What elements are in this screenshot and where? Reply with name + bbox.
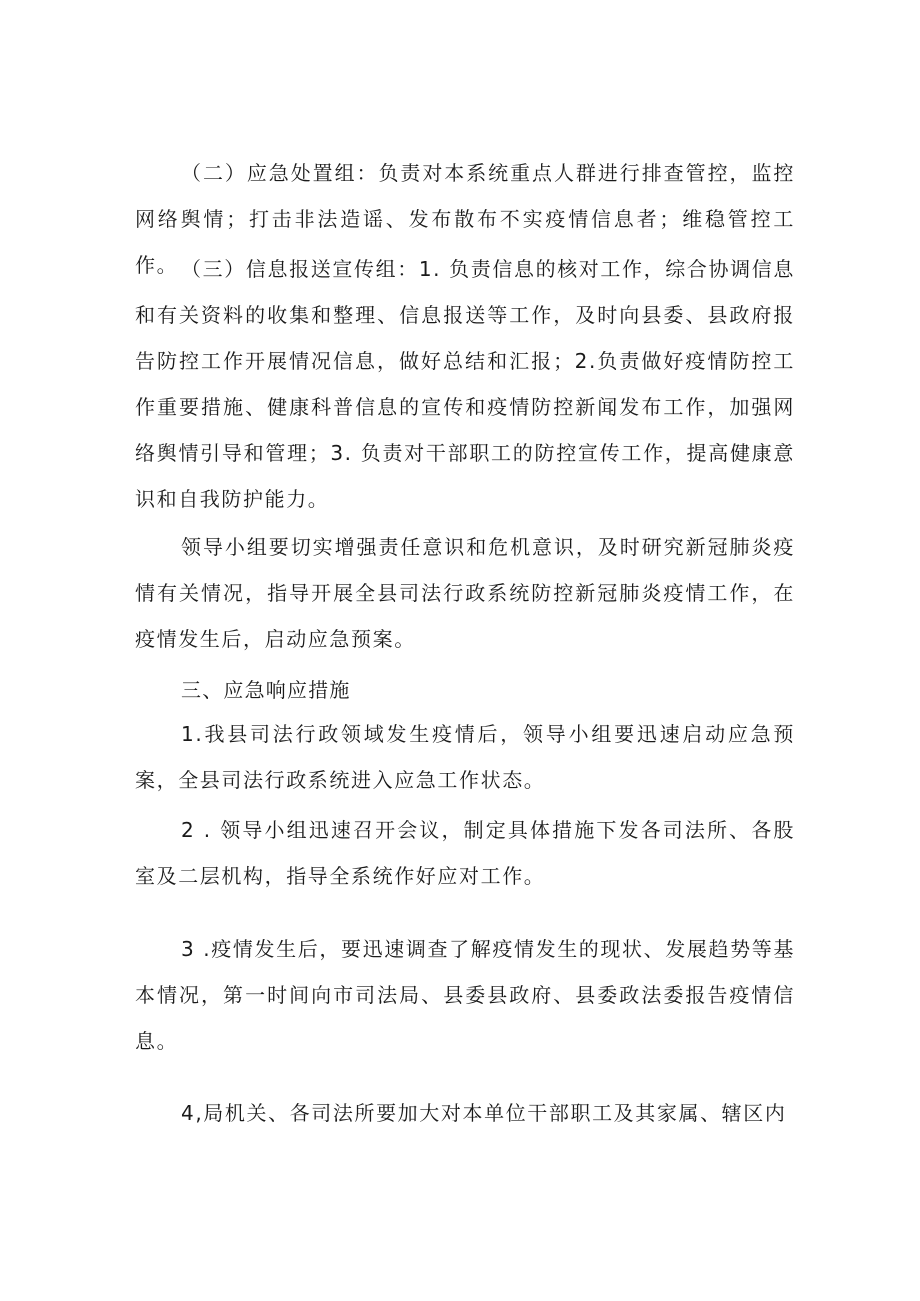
paragraph-information-publicity-group: （三）信息报送宣传组：1. 负责信息的核对工作，综合协调信息和有关资料的收集和整理、信息报送等工作，及时向县委、县政府报告防控工作开展情况信息，做好总结和汇报；2.负责做好疫情防控工作重要措施、健康科普信息的宣传和疫情防控新闻发布工作，加强网络舆情引导和管理；3. 负责对干部职工的防控宣传工作，提高健康意识和自我防护能力。 bbox=[135, 257, 795, 511]
measure-item-3: 3 .疫情发生后，要迅速调查了解疫情发生的现状、发展趋势等基本情况，第一时间向市司法局、县委县政府、县委政法委报告疫情信息。 bbox=[135, 937, 795, 1053]
section-heading-emergency-measures: 三、应急响应措施 bbox=[181, 678, 351, 702]
paragraph-leadership-group-duty: 领导小组要切实增强责任意识和危机意识，及时研究新冠肺炎疫情有关情况，指导开展全县司法行政系统防控新冠肺炎疫情工作，在疫情发生后，启动应急预案。 bbox=[135, 535, 795, 651]
measure-item-4: 4,局机关、各司法所要加大对本单位干部职工及其家属、辖区内 bbox=[181, 1101, 787, 1125]
measure-item-1: 1.我县司法行政领域发生疫情后，领导小组要迅速启动应急预案，全县司法行政系统进入应急工作状态。 bbox=[135, 722, 795, 792]
measure-item-2: 2 . 领导小组迅速召开会议，制定具体措施下发各司法所、各股室及二层机构，指导全系统作好应对工作。 bbox=[135, 818, 795, 888]
paragraph-emergency-response-group: （二）应急处置组：负责对本系统重点人群进行排查管控，监控网络舆情；打击非法造谣、发布散布不实疫情信息者；维稳管控工作。 bbox=[135, 161, 795, 277]
